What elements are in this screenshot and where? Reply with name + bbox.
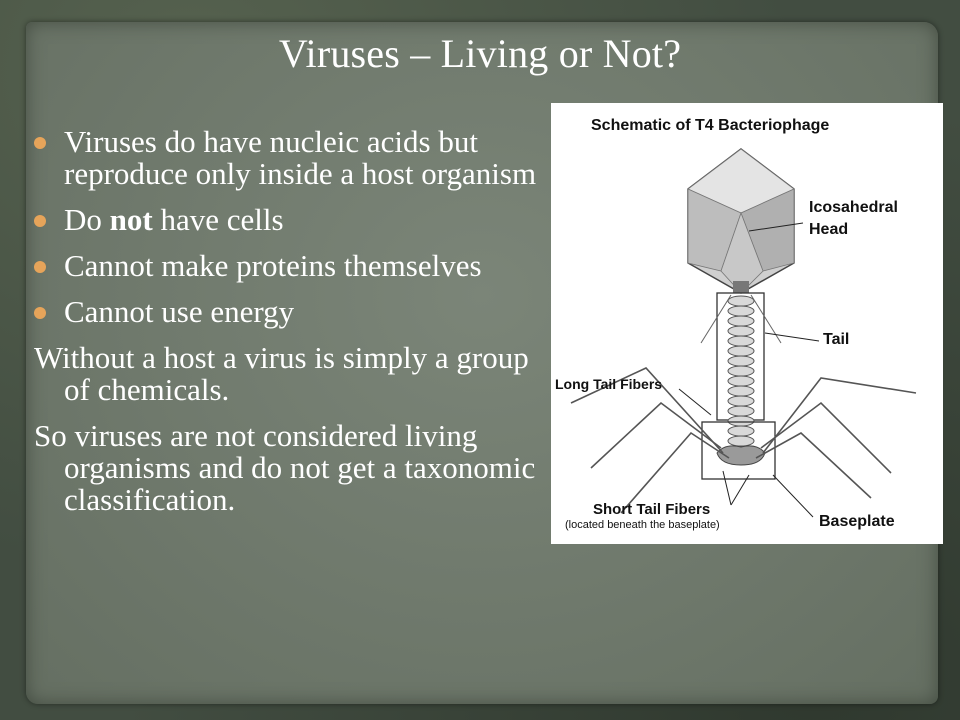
label-icosahedral: Icosahedral xyxy=(809,199,898,216)
bullet-text: Cannot use energy xyxy=(64,294,295,329)
slide-title: Viruses – Living or Not? xyxy=(278,31,682,76)
bullet-item xyxy=(34,204,554,236)
bullet-dot-icon xyxy=(34,261,46,273)
label-head: Head xyxy=(809,221,849,238)
tail-sheath xyxy=(728,296,754,446)
bullet-item xyxy=(34,126,554,190)
paragraph-conclusion: So viruses are not considered living organisms and do not get a taxonomic classification. xyxy=(34,418,536,517)
bacteriophage-diagram xyxy=(551,103,943,544)
figure-title: Schematic of T4 Bacteriophage xyxy=(591,117,830,134)
label-tail: Tail xyxy=(823,331,850,348)
paragraph-host: Without a host a virus is simply a group of chemicals. xyxy=(34,340,529,407)
bullet-dot-icon xyxy=(34,215,46,227)
bullet-text-before: Do xyxy=(64,202,110,237)
label-baseplate: Baseplate xyxy=(819,513,895,530)
bullet-item xyxy=(34,296,554,328)
slide-body xyxy=(34,126,554,530)
label-long-tail-fibers: Long Tail Fibers xyxy=(555,376,663,392)
bullet-text-bold: not xyxy=(109,202,153,237)
label-short-tail-note: (located beneath the baseplate) xyxy=(565,519,720,531)
bullet-text: Viruses do have nucleic acids but reproduce only inside a host organism xyxy=(64,124,537,191)
collar-shape xyxy=(733,281,749,293)
t4-bacteriophage-figure xyxy=(551,103,943,544)
bullet-text-after: have cells xyxy=(152,202,284,237)
bullet-text: Cannot make proteins themselves xyxy=(64,248,482,283)
bullet-dot-icon xyxy=(34,137,46,149)
bullet-item xyxy=(34,250,554,282)
label-short-tail-fibers: Short Tail Fibers xyxy=(593,501,711,518)
bullet-list xyxy=(34,126,554,328)
bullet-dot-icon xyxy=(34,307,46,319)
